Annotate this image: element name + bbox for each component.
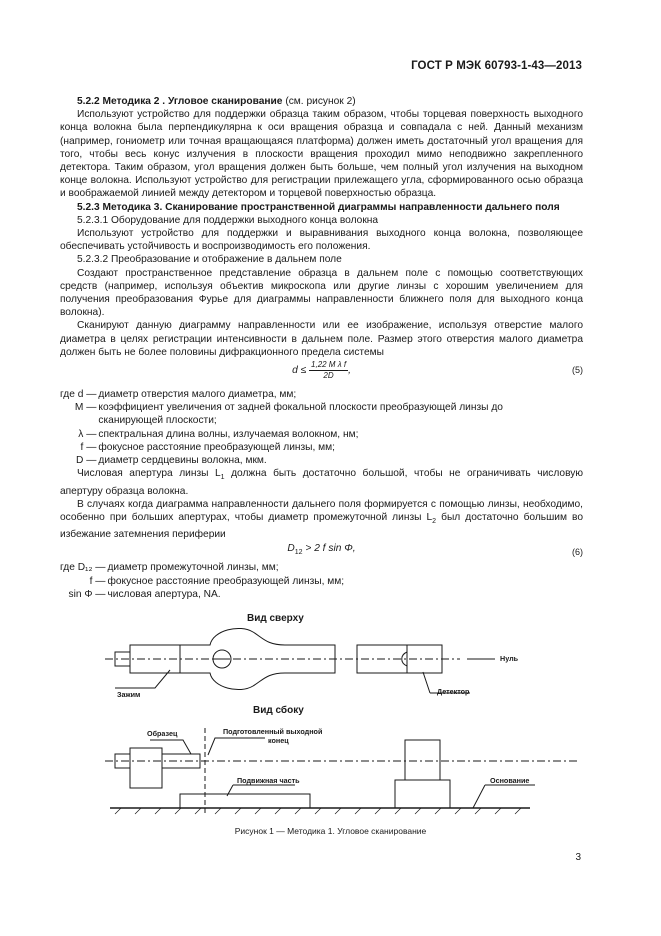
leader-base bbox=[473, 785, 535, 808]
large-aperture-paragraph bbox=[60, 498, 583, 542]
definition-item bbox=[60, 428, 561, 441]
aperture-subscript: 1 bbox=[220, 474, 225, 482]
eq5-denominator: 2D bbox=[323, 371, 334, 381]
definition-text: диаметр промежуточной линзы, мм; bbox=[107, 562, 279, 574]
section-5-2-2-title bbox=[60, 95, 583, 108]
figure-caption: Рисунок 1 — Методика 1. Угловое сканирование bbox=[234, 826, 427, 836]
eq6-number: (6) bbox=[572, 547, 583, 558]
label-sample: Образец bbox=[147, 729, 178, 738]
equation-5 bbox=[60, 360, 583, 386]
section-title: Методика 2 . Угловое сканирование bbox=[102, 96, 283, 107]
eq5-tail: , bbox=[348, 365, 351, 377]
section-5-2-2-body: Используют устройство для поддержки образца таким образом, чтобы торцевая поверхность выходного конца волокна была перпендикулярна к оси вращения образца и совпадала с ней. Данный механизм (например, гониометр или точная вращающаяся платформа) должен иметь достаточный угол вращения для того, чтобы весь конус излучения в плоскости вращения проходил мимо неподвижно закрепленного детектора. Таким образом, угол вращения должен быть больше, чем полный угол излучения на выходном конце волокна. Используют устройство для регистрации прилежащего угла, сформированного осью образца и воображаемой линией между детектором и торцевой поверхностью образца. bbox=[60, 109, 583, 200]
leader-prepared-end bbox=[208, 738, 265, 755]
figure-drawing bbox=[95, 610, 580, 825]
definition-symbol: sin Φ — bbox=[68, 588, 106, 600]
eq5-lhs: d ≤ bbox=[292, 365, 307, 377]
document-body bbox=[60, 95, 583, 601]
subsection-5-2-3-1-title: 5.2.3.1 Оборудование для поддержки выходного конца волокна bbox=[77, 214, 379, 226]
label-base: Основание bbox=[490, 776, 530, 785]
definition-symbol: где d — bbox=[60, 389, 97, 401]
label-prepared-end-line1: Подготовленный выходной bbox=[223, 727, 323, 736]
definition-symbol: D — bbox=[76, 455, 97, 467]
large-text-a: В случаях когда диаграмма направленности дальнего поля формируется с помощью линзы, необходимо, особенно при больших апертурах, чтобы диаметр промежуточной линзы L bbox=[60, 498, 583, 523]
label-zero: Нуль bbox=[500, 654, 519, 663]
definition-symbol: где D₁₂ — bbox=[60, 562, 106, 574]
definition-text: диаметр сердцевины волокна, мкм. bbox=[98, 455, 267, 467]
leader-sample bbox=[150, 740, 191, 754]
scan-paragraph: Сканируют данную диаграмму направленности или ее изображение, используя отверстие малого диаметра в целях регистрации интенсивности в дальнем поле. Размер этого отверстия малого диаметра должен быть не более половины дифракционного предела системы bbox=[60, 320, 583, 358]
definition-item bbox=[60, 401, 561, 427]
side-view-detector-block bbox=[405, 740, 440, 780]
side-view-detector-base bbox=[395, 780, 450, 808]
definition-item bbox=[60, 454, 561, 467]
section-5-2-3-title: 5.2.3 Методика 3. Сканирование пространственной диаграммы направленности дальнего поля bbox=[77, 201, 560, 213]
definition-text: фокусное расстояние преобразующей линзы, мм; bbox=[107, 575, 345, 587]
base-hatching bbox=[115, 808, 521, 814]
eq5-fraction bbox=[309, 360, 348, 381]
eq5-numerator: 1,22 M λ f bbox=[311, 360, 347, 370]
subsection-5-2-3-2-title: 5.2.3.2 Преобразование и отображение в дальнем поле bbox=[77, 254, 342, 266]
figure-reference: (см. рисунок 2) bbox=[282, 96, 356, 107]
eq6-rhs: > 2 f sin Φ, bbox=[302, 543, 356, 555]
section-number: 5.2.2 bbox=[77, 96, 100, 107]
definition-symbol: f — bbox=[89, 575, 106, 587]
side-view-title: Вид сбоку bbox=[253, 705, 304, 716]
document-header: ГОСТ Р МЭК 60793-1-43—2013 bbox=[411, 60, 582, 72]
eq6-sub: 12 bbox=[294, 549, 303, 557]
subsection-5-2-3-1-body: Используют устройство для поддержки и выравнивания выходного конца волокна, позволяющее обеспечивать устойчивость и воспроизводимость его положения. bbox=[60, 228, 583, 253]
aperture-paragraph bbox=[60, 467, 583, 497]
definition-text: коэффициент увеличения от задней фокальной плоскости преобразующей линзы до сканирующей плоскости; bbox=[98, 402, 503, 427]
eq5-number: (5) bbox=[572, 365, 583, 376]
label-detector: Детектор bbox=[437, 687, 470, 696]
large-text-b: был достаточно большим во избежание затемнения периферии bbox=[60, 511, 583, 541]
aperture-text-b: должна быть достаточно большой, чтобы не ограничивать числовую апертуру образца волокна. bbox=[60, 468, 584, 497]
definition-item bbox=[60, 561, 344, 574]
label-prepared-end-line2: конец bbox=[268, 736, 289, 745]
eq6-lhs: D bbox=[287, 543, 295, 555]
label-clamp: Зажим bbox=[117, 690, 141, 699]
figure-1 bbox=[95, 610, 580, 825]
definitions-list-2 bbox=[60, 561, 344, 601]
definition-symbol: λ — bbox=[78, 428, 97, 440]
definition-text: диаметр отверстия малого диаметра, мм; bbox=[98, 389, 297, 401]
side-view-clamp-block bbox=[130, 748, 162, 788]
subsection-5-2-3-2-body: Создают пространственное представление образца в дальнем поле с помощью соответствующих средств (например, используя объектив микроскопа или другие линзы с хорошим увеличением для получения преобразования Фурье для диаграммы направленности ближнего поля для выходного конца волокна). bbox=[60, 267, 583, 319]
definition-text: числовая апертура, NA. bbox=[107, 588, 221, 600]
definition-item bbox=[60, 575, 344, 588]
label-movable-part: Подвижная часть bbox=[237, 776, 300, 785]
top-view-title: Вид сверху bbox=[247, 613, 304, 624]
definition-text: фокусное расстояние преобразующей линзы, мм; bbox=[98, 441, 336, 453]
definition-text: спектральная длина волны, излучаемая волокном, нм; bbox=[98, 428, 359, 440]
definition-item bbox=[60, 441, 561, 454]
large-subscript: 2 bbox=[432, 517, 437, 525]
aperture-text-a: Числовая апертура линзы L bbox=[77, 468, 221, 480]
page-number: 3 bbox=[575, 852, 581, 863]
definition-item bbox=[60, 388, 561, 401]
equation-6 bbox=[60, 542, 583, 559]
definition-item bbox=[60, 588, 344, 601]
definition-symbol: f — bbox=[80, 441, 97, 453]
side-view-movable-part bbox=[180, 794, 310, 808]
definition-symbol: M — bbox=[74, 402, 97, 414]
definitions-list-1 bbox=[60, 388, 561, 467]
